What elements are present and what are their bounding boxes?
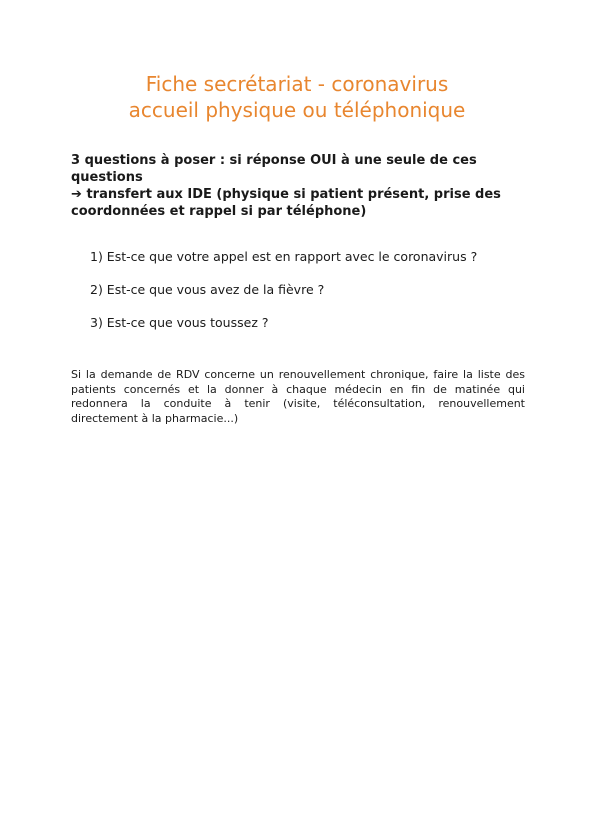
- question-item: 1) Est-ce que votre appel est en rapport avec le coronavirus ?: [90, 249, 478, 264]
- page-title: [0, 71, 594, 123]
- transfer-instruction: [71, 186, 511, 220]
- transfer-text: transfert aux IDE (physique si patient présent, prise des coordonnées et rappel si par téléphone): [71, 187, 501, 219]
- questions-intro: 3 questions à poser : si réponse OUI à une seule de ces questions: [71, 153, 477, 185]
- question-item: 3) Est-ce que vous toussez ?: [90, 315, 269, 330]
- renewal-note: Si la demande de RDV concerne un renouvellement chronique, faire la liste des patients concernés et la donner à chaque médecin en fin de matinée qui redonnera la conduite à tenir (visite, téléconsultation, renouvellement directement à la pharmacie...): [71, 368, 525, 425]
- questions-list: [90, 248, 530, 347]
- question-item: 2) Est-ce que vous avez de la fièvre ?: [90, 282, 325, 297]
- arrow-right-icon: ➔: [71, 187, 82, 202]
- title-line-1: Fiche secrétariat - coronavirus: [145, 72, 449, 96]
- title-line-2: accueil physique ou téléphonique: [128, 98, 466, 122]
